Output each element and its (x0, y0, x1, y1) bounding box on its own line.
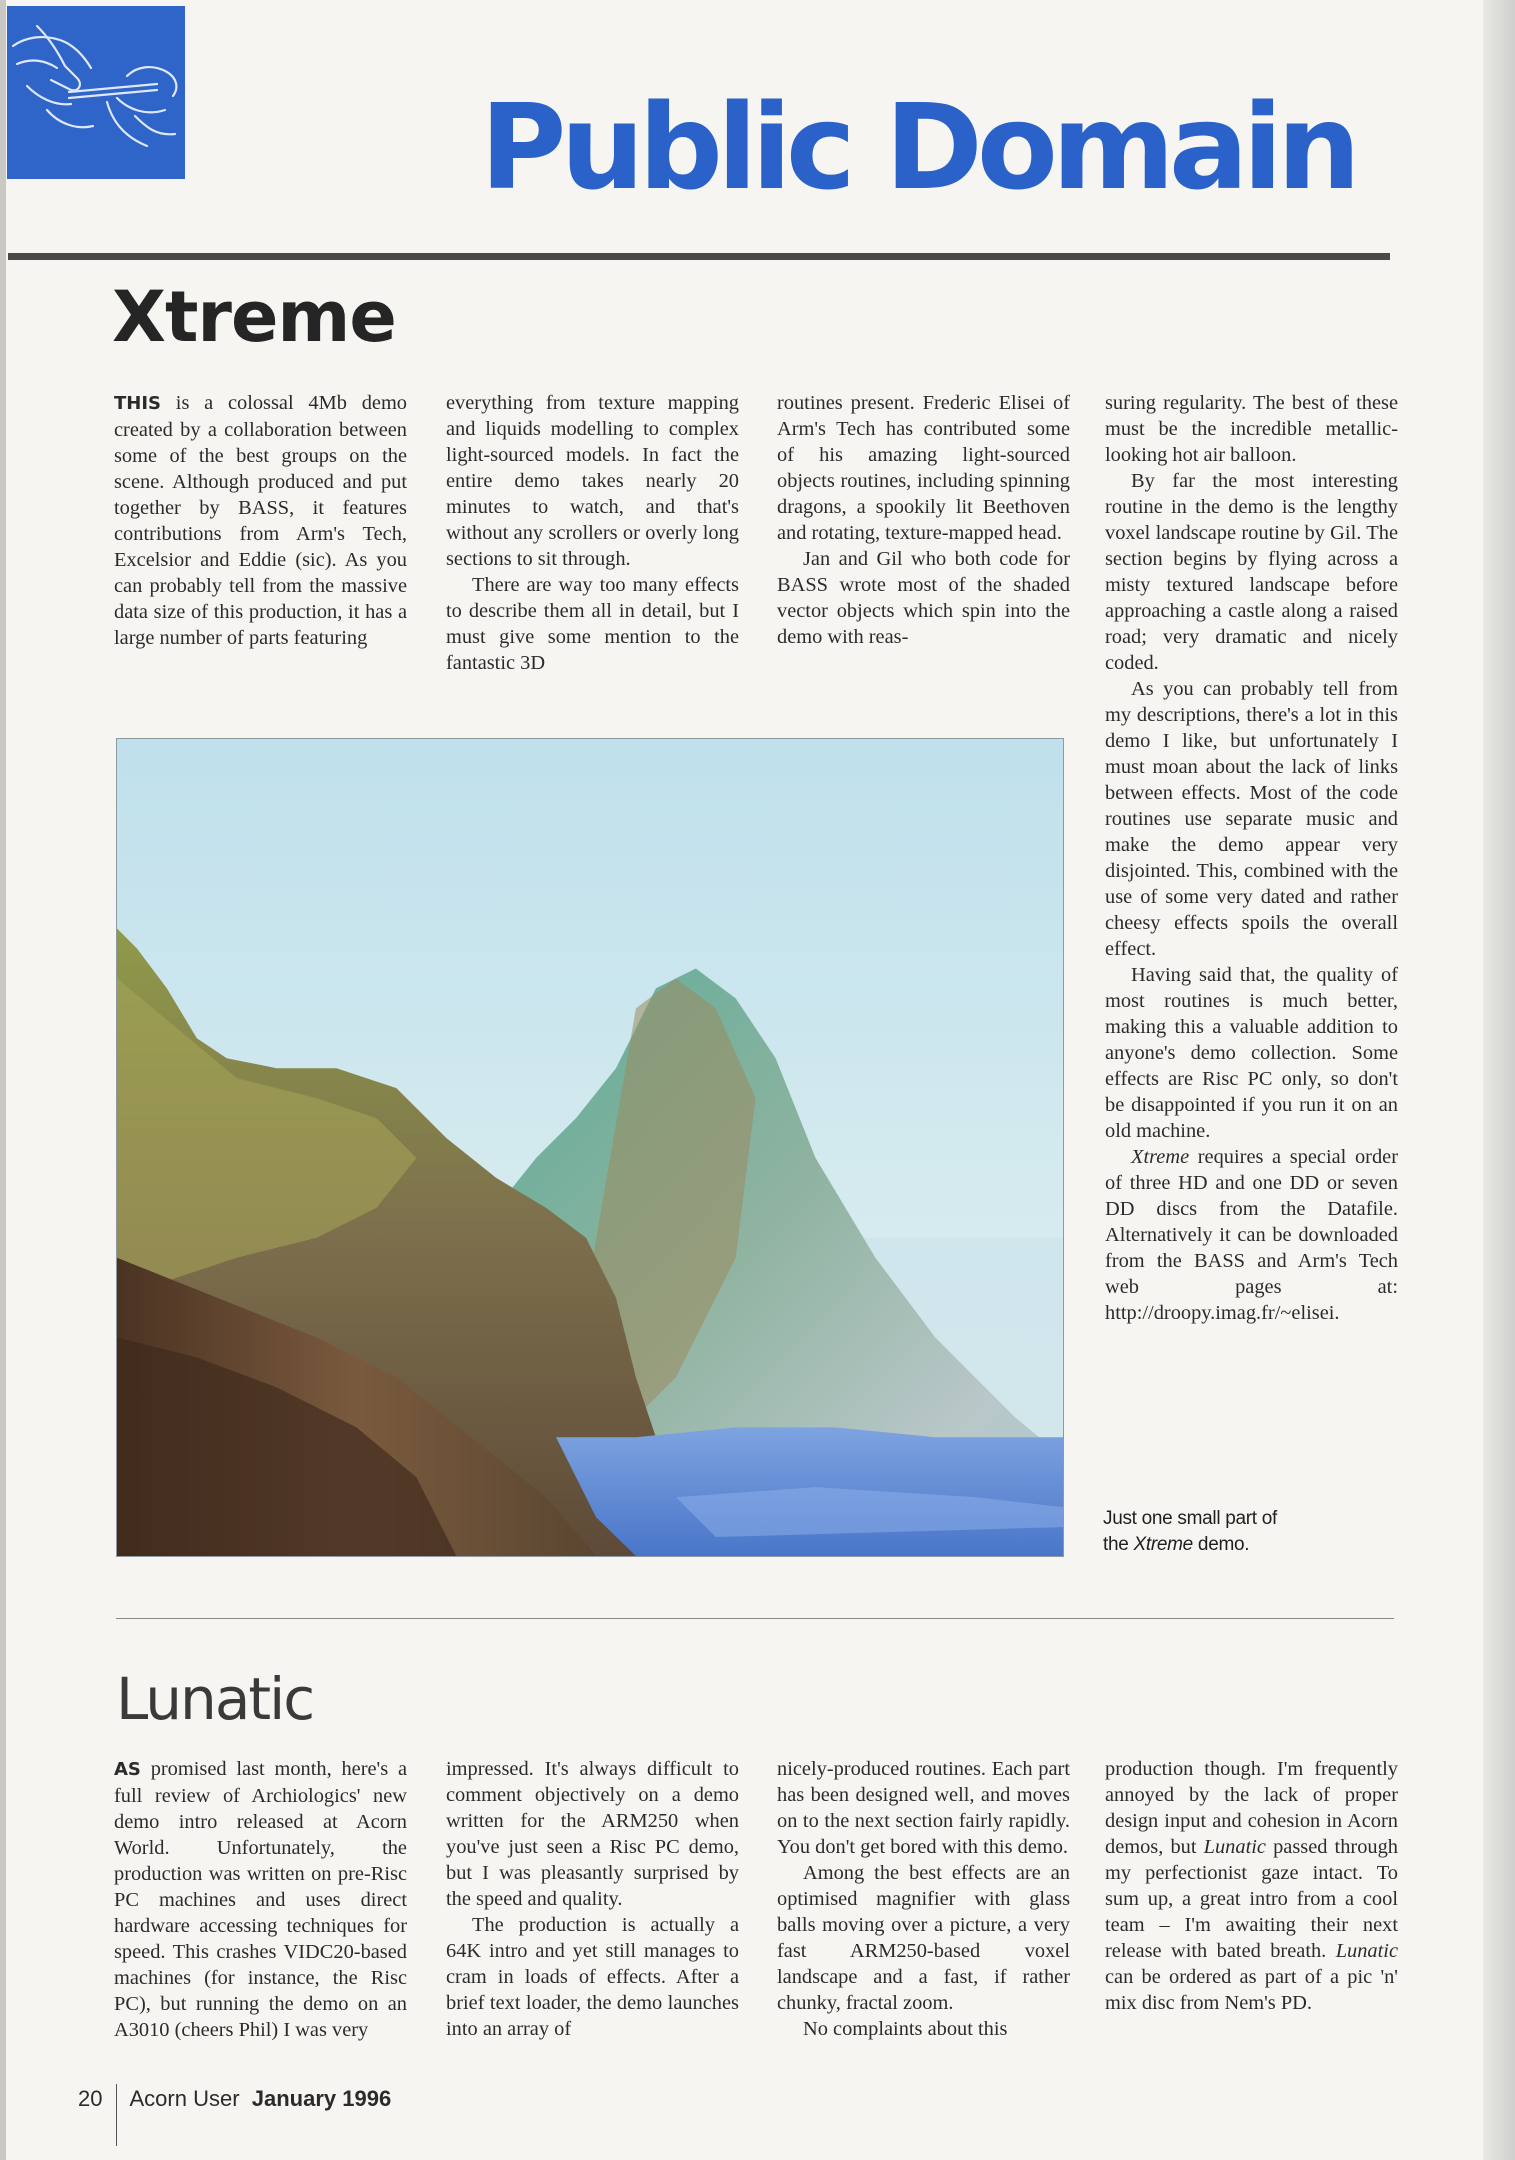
paragraph: nicely-produced routines. Each part has been designed well, and moves on to the next section fairly rapidly. You don't get bored with this demo. (777, 1758, 1070, 1858)
voxel-landscape-image (116, 738, 1064, 1557)
page-number: 20 (78, 2086, 103, 2111)
figure-caption (1103, 1506, 1383, 1558)
paragraph: Having said that, the quality of most routines is much better, making this a valuable addition to anyone's demo collection. Some effects are Risc PC only, so don't be disappointed if you run it on an old machine. (1105, 964, 1398, 1142)
paragraph: promised last month, here's a full review of Archiologics' new demo intro released at Acorn World. Unfortunately, the production was written on pre-Risc PC machines and uses direct hardware accessing techniques for speed. This crashes VIDC20-based machines (for instance, the Risc PC), but running the demo on an A3010 (cheers Phil) I was very (114, 1758, 407, 2041)
header-rule (8, 253, 1390, 260)
lead-word: AS (114, 1759, 141, 1780)
paragraph: Among the best effects are an optimised magnifier with glass balls moving over a picture, a very fast ARM250-based voxel landscape and a fast, if rather chunky, fractal zoom. (777, 1862, 1070, 2014)
lunatic-column-2 (446, 1756, 739, 2042)
paragraph: There are way too many effects to describe them all in detail, but I must give some mention to the fantastic 3D (446, 574, 739, 674)
magazine-name: Acorn User (129, 2086, 240, 2111)
hands-cable-icon (7, 6, 185, 179)
paragraph: suring regularity. The best of these must be the incredible metallic-looking hot air balloon. (1105, 392, 1398, 466)
paragraph: production though. I'm frequently annoyed by the lack of proper design input and cohesion in Acorn demos, but Lunatic passed through my perfectionist gaze intact. To sum up, a great intro from a cool team – I'm awaiting their next release with bated breath. Lunatic can be ordered as part of a pic 'n' mix disc from Nem's PD. (1105, 1758, 1398, 2014)
lunatic-column-1 (114, 1756, 407, 2043)
demo-title: Lunatic (1203, 1836, 1266, 1858)
lunatic-column-4 (1105, 1756, 1398, 2016)
url-text: http://droopy.imag.fr/~elisei. (1105, 1302, 1340, 1324)
paragraph: Xtreme requires a special order of three HD and one DD or seven DD discs from the Datafile. Alternatively it can be downloaded from the BASS and Arm's Tech web pages at: http://droopy.imag.fr/~elisei. (1105, 1146, 1398, 1324)
demo-title: Xtreme (1133, 1534, 1193, 1555)
paragraph: everything from texture mapping and liquids modelling to complex light-sourced models. In fact the entire demo takes nearly 20 minutes to watch, and that's without any scrollers or overly long sections to sit through. (446, 392, 739, 570)
paragraph: As you can probably tell from my descriptions, there's a lot in this demo I like, but unfortunately I must moan about the lack of links between effects. Most of the code routines use separate music and make the demo appear very disjointed. This, combined with the use of some very dated and rather cheesy effects spoils the overall effect. (1105, 678, 1398, 960)
section-logo (7, 6, 185, 179)
paragraph: Jan and Gil who both code for BASS wrote most of the shaded vector objects which spin into the demo with reas- (777, 548, 1070, 648)
page-binding-edge (0, 0, 6, 2160)
article-heading-lunatic: Lunatic (116, 1665, 314, 1733)
xtreme-column-3 (777, 390, 1070, 650)
demo-title: Xtreme (1131, 1146, 1190, 1168)
paragraph: impressed. It's always difficult to comment objectively on a demo written for the ARM250 when you've just seen a Risc PC demo, but I was pleasantly surprised by the speed and quality. (446, 1758, 739, 1910)
paragraph: No complaints about this (803, 2018, 1008, 2040)
paragraph: routines present. Frederic Elisei of Arm's Tech has contributed some of his amazing light-sourced objects routines, including spinning dragons, a spookily lit Beethoven and rotating, texture-mapped head. (777, 392, 1070, 544)
demo-title: Lunatic (1335, 1940, 1398, 1962)
page-footer (78, 2086, 391, 2148)
paragraph: is a colossal 4Mb demo created by a collaboration between some of the best groups on the scene. Although produced and put together by BASS, it features contributions from Arm's Tech, Excelsior and Eddie (sic). As you can probably tell from the massive data size of this production, it has a large number of parts featuring (114, 392, 407, 649)
footer-divider (116, 2084, 117, 2146)
lead-word: THIS (114, 393, 162, 414)
scan-edge (1483, 0, 1515, 2160)
section-title: Public Domain (480, 78, 1355, 216)
xtreme-column-4 (1105, 390, 1398, 1326)
caption-line: Just one small part of (1103, 1508, 1277, 1529)
paragraph: By far the most interesting routine in the demo is the lengthy voxel landscape routine by Gil. The section begins by flying across a misty textured landscape before approaching a castle along a raised road; very dramatic and nicely coded. (1105, 470, 1398, 674)
issue-date: January 1996 (251, 2086, 392, 2111)
xtreme-column-2 (446, 390, 739, 676)
caption-line: the Xtreme demo. (1103, 1534, 1250, 1555)
lunatic-column-3 (777, 1756, 1070, 2042)
section-divider (116, 1618, 1394, 1619)
article-heading-xtreme: Xtreme (112, 276, 396, 358)
paragraph: The production is actually a 64K intro and yet still manages to cram in loads of effects. After a brief text loader, the demo launches into an array of (446, 1914, 739, 2040)
xtreme-column-1 (114, 390, 407, 651)
